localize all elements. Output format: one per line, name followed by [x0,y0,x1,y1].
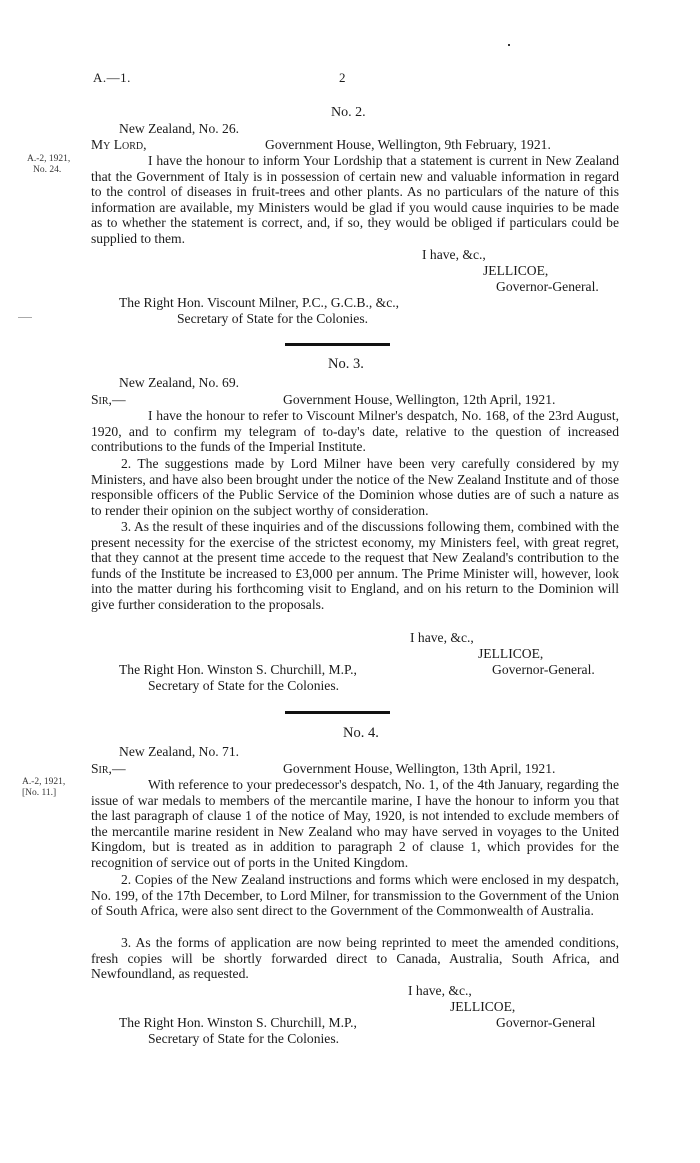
page-code: A.—1. [93,70,131,85]
page-number: 2 [339,70,346,85]
margin-reference: A.-2, 1921, No. 24. [27,154,71,175]
letter-salutation: Sir,— [91,392,126,407]
letter-number: No. 4. [343,725,379,741]
margin-reference: A.-2, 1921, [No. 11.] [22,777,66,798]
letter-number: No. 3. [328,356,364,372]
letter-closing: I have, &c., [422,247,486,262]
letter-closing: I have, &c., [408,983,472,998]
letter-paragraph: 3. As the forms of application are now being reprinted to meet the amended conditions, fresh copies will be shortly forwarded direct to Canada, Australia, South Africa, and Newfoundland, as requested. [91,935,619,982]
letter-addressee: The Right Hon. Winston S. Churchill, M.P., [119,662,357,677]
letter-paragraph: I have the honour to refer to Viscount Milner's despatch, No. 168, of the 23rd August, 1920, and to confirm my telegram of to-day's date, relative to the question of increased contributions to the funds of the Imperial Institute. [91,408,619,455]
letter-paragraph: With reference to your predecessor's despatch, No. 1, of the 4th January, regarding the issue of war medals to members of the mercantile marine, I have the honour to inform you that the last paragraph of clause 1 of the notice of May, 1920, is not intended to exclude members of the mercantile marine resident in New Zealand who may have served in voyages to the United Kingdom, but is treated as in addition to paragraph 2 of clause 1, which provides for the recognition of service out of ports in the United Kingdom. [91,777,619,870]
letter-signature: JELLICOE, [483,263,549,278]
letter-signatory-title: Governor-General. [496,279,599,294]
section-divider [285,343,390,346]
letter-closing: I have, &c., [410,630,474,645]
letter-signature: JELLICOE, [478,646,544,661]
letter-addressee-title: Secretary of State for the Colonies. [177,311,369,326]
letter-place-date: Government House, Wellington, 12th April, 1921. [283,392,556,407]
letter-signature: JELLICOE, [450,999,516,1014]
margin-mark [18,317,32,318]
letter-signatory-title: Governor-General [496,1015,596,1030]
letter-reference: New Zealand, No. 71. [119,744,240,759]
letter-place-date: Government House, Wellington, 13th April, 1921. [283,761,556,776]
letter-signatory-title: Governor-General. [492,662,595,677]
print-speck [508,44,510,46]
letter-paragraph: 2. The suggestions made by Lord Milner have been very carefully considered by my Ministers, and have also been brought under the notice of the New Zealand Institute and of those responsible officers of the Public Service of the Dominion whose duties are of such a nature as to render their opinion on the subject worthy of consideration. [91,456,619,518]
letter-addressee: The Right Hon. Viscount Milner, P.C., G.C.B., &c., [119,295,400,310]
letter-paragraph: 3. As the result of these inquiries and of the discussions following them, combined with the present necessity for the exercise of the strictest economy, my Ministers feel, with great regret, that they cannot at the present time accede to the request that New Zealand's contribution to the funds of the Institute be increased to £3,000 per annum. The Prime Minister will, however, look into the matter during his forthcoming visit to England, and on his return to the Dominion will give further consideration to the proposals. [91,519,619,612]
letter-reference: New Zealand, No. 26. [119,121,240,136]
letter-salutation: Sir,— [91,761,126,776]
letter-reference: New Zealand, No. 69. [119,375,240,390]
letter-number: No. 2. [331,105,366,120]
letter-addressee-title: Secretary of State for the Colonies. [148,1031,340,1046]
section-divider [285,711,390,714]
letter-paragraph: I have the honour to inform Your Lordship that a statement is current in New Zealand that the Government of Italy is in possession of certain new and valuable information in regard to the control of diseases in fruit-trees and other plants. As no particulars of the nature of this information are available, my Ministers would be glad if you would cause inquiries to be made as to whether the statement is correct, and, if so, they would be obliged if particulars could be supplied to them. [91,153,619,246]
letter-salutation: My Lord, [91,137,147,152]
letter-addressee: The Right Hon. Winston S. Churchill, M.P., [119,1015,357,1030]
letter-place-date: Government House, Wellington, 9th February, 1921. [265,137,551,152]
letter-addressee-title: Secretary of State for the Colonies. [148,678,340,693]
letter-paragraph: 2. Copies of the New Zealand instructions and forms which were enclosed in my despatch, No. 199, of the 17th December, to Lord Milner, for transmission to the Government of the Union of South Africa, were also sent direct to the Government of the Commonwealth of Australia. [91,872,619,919]
